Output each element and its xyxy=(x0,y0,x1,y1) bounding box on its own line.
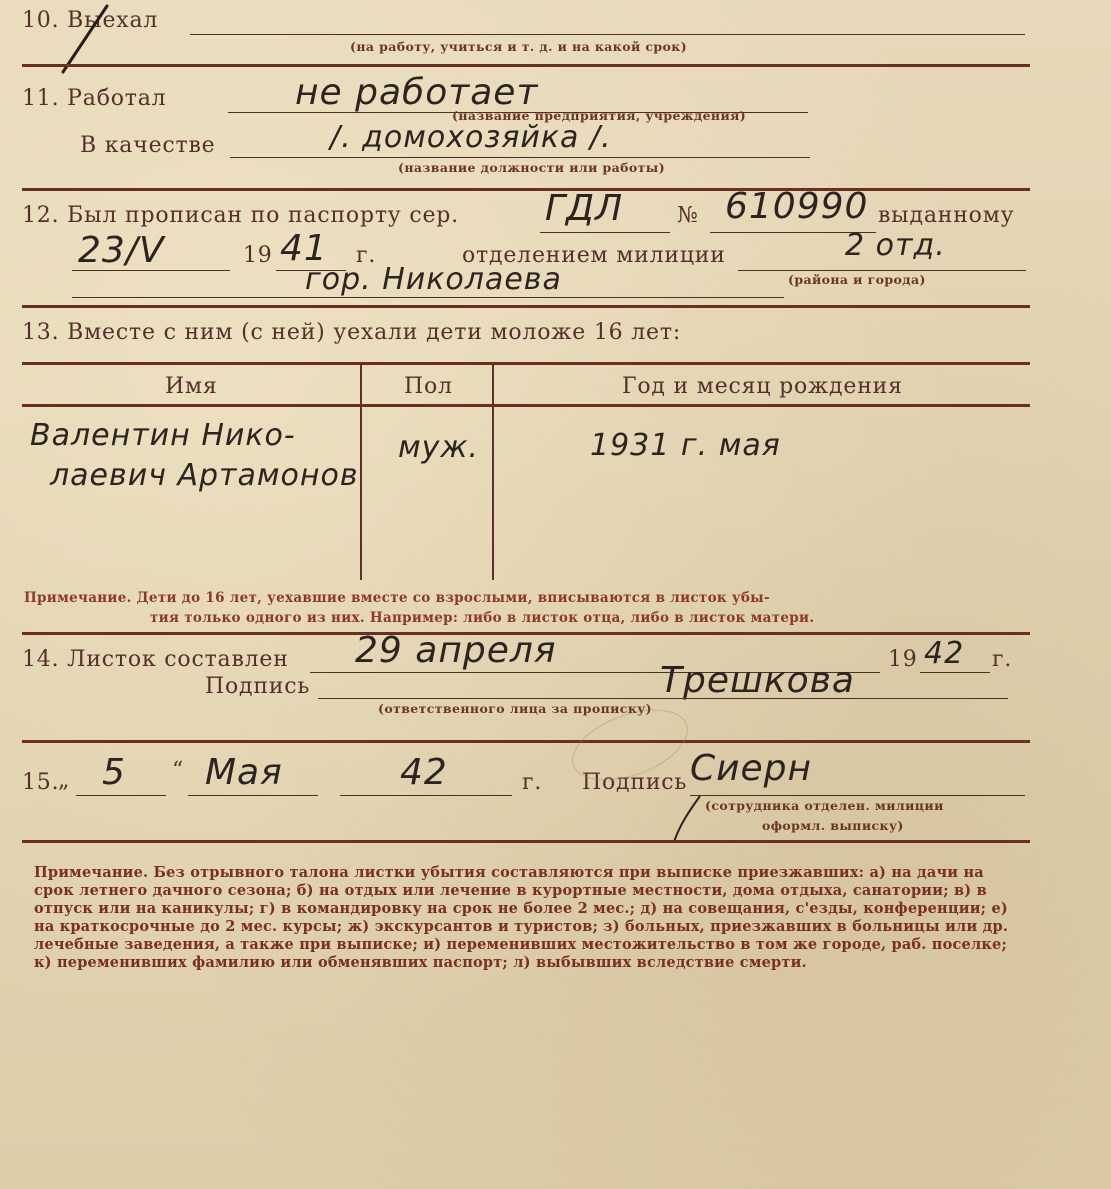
table-header-rule xyxy=(22,404,1030,407)
city-caption: (района и города) xyxy=(788,272,926,287)
footnote-title: Примечание. xyxy=(34,864,149,881)
strike-slash-mark xyxy=(55,0,125,80)
day-quote-close: “ xyxy=(172,758,185,783)
field-15-sign-line xyxy=(690,795,1025,796)
table-col-divider-2 xyxy=(492,364,494,580)
field-11-employer-value: не работает xyxy=(295,72,539,113)
series-line xyxy=(540,232,670,233)
field-15-sign-caption-1: (сотрудника отделен. милиции xyxy=(705,798,944,813)
field-14-sign-label: Подпись xyxy=(205,674,311,699)
field-15-sign-caption-2: оформл. выписку) xyxy=(762,818,904,833)
faint-stamp-mark xyxy=(560,700,700,790)
child-sex-value: муж. xyxy=(398,430,479,465)
rule-5 xyxy=(22,740,1030,743)
field-14-signature: Трешкова xyxy=(660,660,855,701)
field-15-month: Мая xyxy=(205,752,283,793)
compiled-year-line xyxy=(920,672,990,673)
field-11-position-label: В качестве xyxy=(80,133,216,158)
compiled-date-value: 29 апреля xyxy=(355,630,557,671)
field-15-day-line xyxy=(76,795,166,796)
issue-year-prefix: 19 xyxy=(243,243,273,268)
police-dept-line xyxy=(738,270,1026,271)
passport-number-label: № xyxy=(677,203,699,228)
children-note-line-2: тия только одного из них. Например: либо в листок отца, либо в листок матери. xyxy=(150,610,815,626)
field-10-caption: (на работу, учиться и т. д. и на какой срок) xyxy=(350,39,688,54)
compiled-year-g: г. xyxy=(992,647,1013,672)
field-11-caption-employer: (название предприятия, учреждения) xyxy=(452,108,747,123)
table-col-divider-1 xyxy=(360,364,362,580)
field-11-position-value: /. домохозяйка /. xyxy=(330,120,612,155)
field-11-position-line xyxy=(230,157,810,158)
table-top-rule xyxy=(22,362,1030,365)
rule-6 xyxy=(22,840,1030,843)
children-note-line-1: Примечание. Дети до 16 лет, уехавшие вместе со взрослыми, вписываются в листок убы- xyxy=(24,590,770,606)
rule-1 xyxy=(22,64,1030,67)
issue-year-g: г. xyxy=(356,243,377,268)
field-15-label: 15. xyxy=(22,770,60,795)
field-14-sign-line xyxy=(318,698,1008,699)
child-name-line-1: Валентин Нико- xyxy=(30,418,296,453)
field-12-label: 12. Был прописан по паспорту сер. xyxy=(22,203,459,228)
field-15-signature: Сиерн xyxy=(690,748,813,789)
passport-number-value: 610990 xyxy=(725,186,869,227)
field-15-g: г. xyxy=(522,770,543,795)
table-header-birth: Год и месяц рождения xyxy=(622,374,903,399)
child-name-line-2: лаевич Артамонов xyxy=(50,458,359,493)
police-dept-value: 2 отд. xyxy=(845,228,946,263)
issued-label: выданному xyxy=(878,203,1015,228)
field-15-sign-label: Подпись xyxy=(582,770,688,795)
field-15-month-line xyxy=(188,795,318,796)
table-header-name: Имя xyxy=(165,374,218,399)
field-10-label: 10. Выехал xyxy=(22,8,159,33)
police-dept-label: отделением милиции xyxy=(462,243,726,268)
field-15-year-line xyxy=(340,795,512,796)
footnote-text: Без отрывного талона листки убытия составляются при выписке приезжавших: а) на дачи на срок летнего дачного сезона; б) на отдых или лечение в курортные местности, дома отдыха, санатории; в) в отпуск или на каникулы; г) в командировку на срок не более 2 мес.; д) на совещания, с'езды, конференции; е) на краткосрочные до 2 мес. курсы; ж) экскурсантов и туристов; з) больных, приезжавших в больницы или др. лечебные заведения, а также при выписке; и) переменивших местожительство в том же городе, раб. поселке; к) переменивших фамилию или обменявших паспорт; л) выбывших вследствие смерти. xyxy=(34,864,1009,971)
passport-series-value: ГДЛ xyxy=(545,188,624,229)
day-quote-open: „ xyxy=(58,768,71,793)
city-line xyxy=(72,297,784,298)
issue-date-value: 23/V xyxy=(78,230,165,271)
child-birth-value: 1931 г. мая xyxy=(590,428,781,463)
field-14-label: 14. Листок составлен xyxy=(22,647,289,672)
field-10-line xyxy=(190,34,1025,35)
field-11-caption-position: (название должности или работы) xyxy=(398,160,666,175)
city-value: гор. Николаева xyxy=(305,262,562,297)
field-15-day: 5 xyxy=(102,752,126,793)
compiled-year-prefix: 19 xyxy=(888,647,918,672)
field-13-label: 13. Вместе с ним (с ней) уехали дети моложе 16 лет: xyxy=(22,320,682,345)
compiled-year-value: 42 xyxy=(924,636,965,671)
footnote xyxy=(34,864,1024,972)
rule-2 xyxy=(22,188,1030,191)
issue-year-value: 41 xyxy=(280,228,328,269)
rule-3 xyxy=(22,305,1030,308)
field-11-label: 11. Работал xyxy=(22,86,167,111)
issue-date-line xyxy=(72,270,230,271)
field-15-year: 42 xyxy=(400,752,448,793)
table-header-sex: Пол xyxy=(404,374,453,399)
field-14-sign-caption: (ответственного лица за прописку) xyxy=(378,701,652,716)
